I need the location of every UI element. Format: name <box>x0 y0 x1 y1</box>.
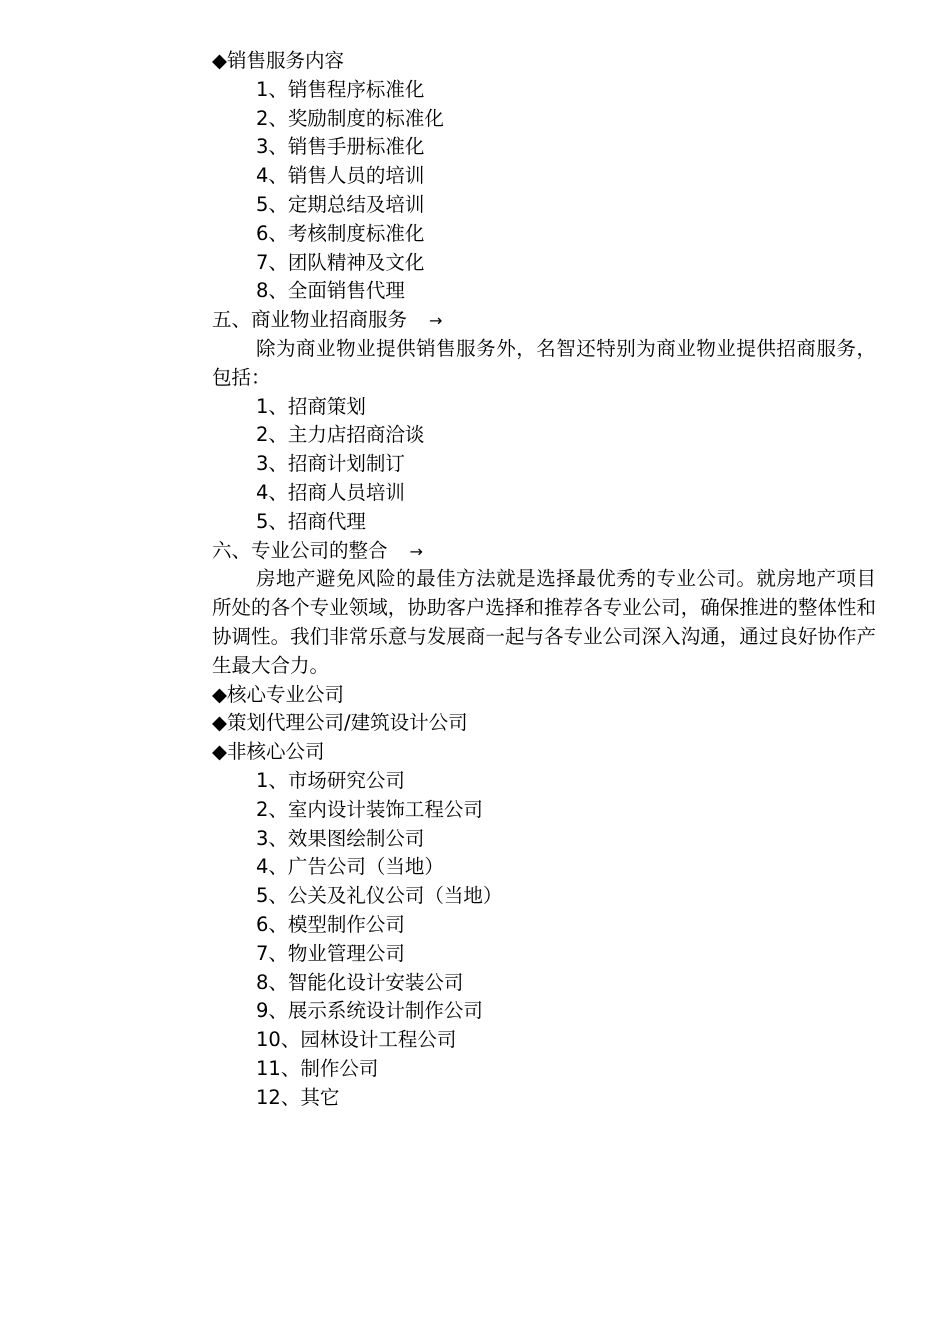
list-item: 10、园林设计工程公司 <box>256 1028 457 1052</box>
document-page <box>212 47 876 1112</box>
list-item: 5、定期总结及培训 <box>256 192 425 216</box>
section-five-title: 五、商业物业招商服务 <box>212 308 408 332</box>
section-six-title: 六、专业公司的整合 <box>212 538 388 562</box>
bullet-item: ◆非核心公司 <box>212 740 325 764</box>
arrow-right-icon: → <box>429 311 443 331</box>
section-six-intro: 房地产避免风险的最佳方法就是选择最优秀的专业公司。就房地产项目所处的各个专业领域，协助客户选择和推荐各专业公司，确保推进的整体性和协调性。我们非常乐意与发展商一起与各专业公司深入沟通，通过良好协作产生最大合力。 <box>212 567 876 677</box>
arrow-right-icon: → <box>409 541 423 561</box>
list-item: 11、制作公司 <box>256 1056 379 1080</box>
bullet-item: ◆核心专业公司 <box>212 682 344 706</box>
section-six-heading <box>212 537 876 566</box>
list-item: 7、团队精神及文化 <box>256 250 425 274</box>
list-item: 3、招商计划制订 <box>256 452 405 476</box>
list-item: 4、销售人员的培训 <box>256 164 425 188</box>
section-five-intro: 除为商业物业提供销售服务外，名智还特别为商业物业提供招商服务，包括： <box>212 336 876 389</box>
list-item: 4、广告公司（当地） <box>256 855 444 879</box>
list-item: 6、模型制作公司 <box>256 912 405 936</box>
list-item: 1、招商策划 <box>256 394 366 418</box>
sales-service-heading: ◆销售服务内容 <box>212 49 344 72</box>
bullet-item: ◆策划代理公司/建筑设计公司 <box>212 711 468 735</box>
list-item: 3、效果图绘制公司 <box>256 826 425 850</box>
list-item: 5、招商代理 <box>256 509 366 533</box>
list-item: 2、奖励制度的标准化 <box>256 106 444 130</box>
list-item: 12、其它 <box>256 1085 340 1109</box>
list-item: 8、全面销售代理 <box>256 279 405 303</box>
list-item: 8、智能化设计安装公司 <box>256 970 464 994</box>
list-item: 2、主力店招商洽谈 <box>256 423 425 447</box>
list-item: 1、销售程序标准化 <box>256 77 425 101</box>
list-item: 3、销售手册标准化 <box>256 135 425 159</box>
list-item: 6、考核制度标准化 <box>256 221 425 245</box>
list-item: 1、市场研究公司 <box>256 768 405 792</box>
list-item: 2、室内设计装饰工程公司 <box>256 797 483 821</box>
list-item: 7、物业管理公司 <box>256 941 405 965</box>
list-item: 4、招商人员培训 <box>256 480 405 504</box>
list-item: 9、展示系统设计制作公司 <box>256 999 483 1023</box>
section-five-heading <box>212 306 876 335</box>
list-item: 5、公关及礼仪公司（当地） <box>256 884 503 908</box>
